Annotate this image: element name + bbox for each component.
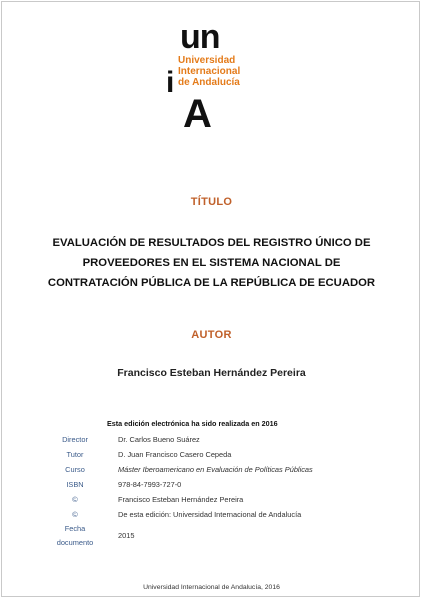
page-footer: Universidad Internacional de Andalucía, 2016 xyxy=(143,584,280,591)
logo-name-line: Internacional xyxy=(178,66,241,77)
meta-value: Dr. Carlos Bueno Suárez xyxy=(118,435,200,444)
title-line: CONTRATACIÓN PÚBLICA DE LA REPÚBLICA DE ECUADOR xyxy=(47,277,376,289)
logo-name-line: Universidad xyxy=(178,55,236,66)
meta-value: De esta edición: Universidad Internacional de Andalucía xyxy=(118,510,302,519)
title-heading: TÍTULO xyxy=(190,196,233,208)
author-name: Francisco Esteban Hernández Pereira xyxy=(117,367,306,379)
logo-name-line: de Andalucía xyxy=(178,77,240,88)
university-logo xyxy=(166,18,266,136)
title-line: EVALUACIÓN DE RESULTADOS DEL REGISTRO ÚNICO DE xyxy=(52,237,371,249)
meta-label: © xyxy=(72,510,78,519)
logo-text-a: A xyxy=(183,92,212,136)
logo-text-i: i xyxy=(166,66,175,99)
meta-value: Francisco Esteban Hernández Pereira xyxy=(118,495,244,504)
meta-label: ISBN xyxy=(66,480,84,489)
meta-label: Fecha xyxy=(64,524,86,533)
logo-university-name xyxy=(178,55,240,88)
meta-label: documento xyxy=(56,538,94,547)
logo-text-un: un xyxy=(180,18,220,56)
document-title xyxy=(30,233,393,293)
meta-label: Director xyxy=(62,435,88,444)
edition-note: Esta edición electrónica ha sido realizada en 2016 xyxy=(107,419,278,428)
meta-label: Tutor xyxy=(66,450,84,459)
meta-value: D. Juan Francisco Casero Cepeda xyxy=(118,450,232,459)
meta-label: Curso xyxy=(65,465,85,474)
meta-value: 2015 xyxy=(118,531,135,540)
meta-label: © xyxy=(72,495,78,504)
meta-value: Máster Iberoamericano en Evaluación de Políticas Públicas xyxy=(118,465,313,474)
meta-value: 978-84-7993-727-0 xyxy=(118,480,182,489)
author-heading: AUTOR xyxy=(191,329,232,341)
title-line: PROVEEDORES EN EL SISTEMA NACIONAL DE xyxy=(82,257,341,269)
